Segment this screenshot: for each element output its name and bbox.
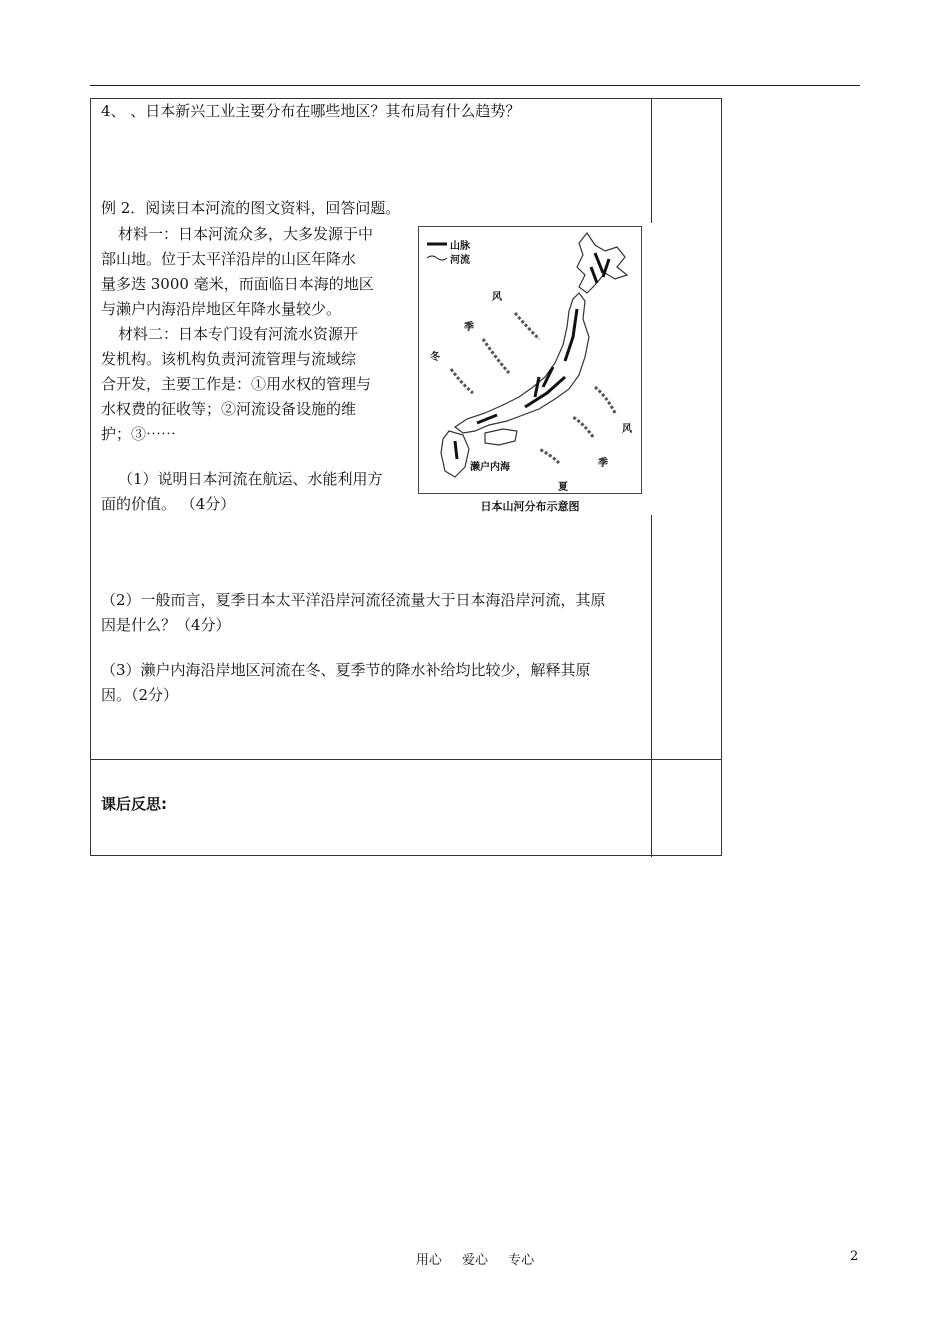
shikoku-outline — [485, 429, 517, 445]
sub-question-2: （2）一般而言，夏季日本太平洋沿岸河流径流量大于日本海沿岸河流，其原 — [101, 591, 606, 609]
japan-map-drawing — [419, 227, 643, 495]
japan-map-figure — [418, 226, 644, 516]
legend-river-symbol — [427, 256, 447, 260]
header-rule — [90, 85, 860, 86]
winter-monsoon-label: 冬 — [430, 352, 440, 363]
winter-monsoon-arrow — [483, 339, 509, 373]
sub-question-3: （3）濑户内海沿岸地区河流在冬、夏季节的降水补给均比较少，解释其原 — [101, 661, 591, 679]
example-2-title: 例 2．阅读日本河流的图文资料，回答问题。 — [101, 199, 401, 217]
material-2-line: 水权费的征收等；②河流设备设施的维 — [101, 400, 357, 418]
legend-mountain-label: 山脉 — [450, 241, 470, 252]
hokkaido-outline — [577, 233, 627, 293]
material-2-line: 合开发，主要工作是：①用水权的管理与 — [101, 375, 372, 393]
table-row-divider — [91, 759, 721, 760]
winter-monsoon-label: 季 — [464, 322, 474, 333]
material-1-line: 部山地。位于太平洋沿岸的山区年降水 — [101, 250, 357, 268]
material-2-line: 发机构。该机构负责河流管理与流域综 — [101, 350, 357, 368]
sub-question-2: 因是什么？（4分） — [101, 616, 231, 634]
material-1-line: 与濑户内海沿岸地区年降水量较少。 — [101, 300, 342, 318]
summer-monsoon-label: 夏 — [558, 482, 568, 493]
sub-question-1: （1）说明日本河流在航运、水能利用方 — [118, 470, 383, 488]
material-2-line: 护；③⋯⋯ — [101, 425, 177, 443]
summer-monsoon-arrow — [595, 387, 615, 413]
honshu-outline — [455, 293, 589, 433]
summer-monsoon-arrow — [539, 449, 559, 463]
page-footer: 用心 爱心 专心 — [415, 1253, 535, 1268]
material-2-line: 材料二：日本专门设有河流水资源开 — [118, 325, 359, 343]
reflection-label: 课后反思: — [101, 795, 167, 813]
winter-monsoon-arrow — [451, 369, 473, 393]
map-frame — [418, 226, 642, 494]
table-column-divider — [651, 99, 652, 223]
summer-monsoon-arrow — [573, 417, 593, 437]
sub-question-3: 因。（2分） — [101, 686, 179, 704]
mountain-range-symbol — [455, 441, 457, 459]
winter-monsoon-arrow — [515, 313, 539, 339]
table-column-divider — [651, 515, 652, 857]
sub-question-1: 面的价值。 （4分） — [101, 495, 236, 513]
seto-inland-sea-label: 濑户内海 — [470, 462, 510, 473]
page-number: 2 — [850, 1249, 859, 1264]
map-caption: 日本山河分布示意图 — [480, 500, 580, 513]
winter-monsoon-label: 风 — [492, 292, 502, 303]
material-1-line: 量多迭 3000 毫米，而面临日本海的地区 — [101, 275, 374, 293]
material-1-line: 材料一：日本河流众多，大多发源于中 — [118, 225, 374, 243]
summer-monsoon-label: 季 — [598, 458, 608, 469]
legend-river-label: 河流 — [450, 255, 470, 266]
summer-monsoon-label: 风 — [622, 424, 632, 435]
question-4: 4、 、日本新兴工业主要分布在哪些地区？其布局有什么趋势？ — [101, 102, 521, 120]
